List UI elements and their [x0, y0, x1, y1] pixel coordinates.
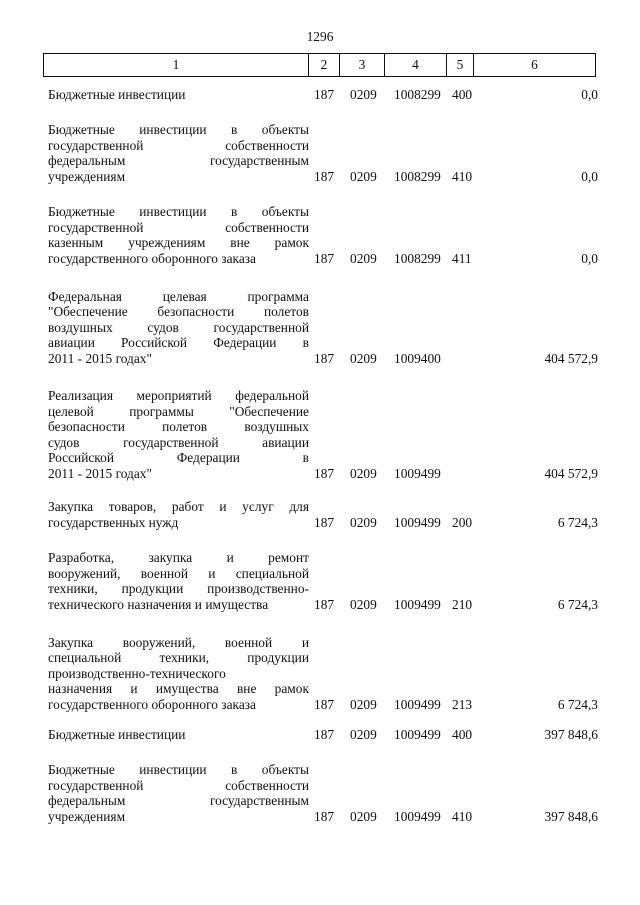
row-col2: 187 [314, 168, 335, 184]
description-line: назначения и имущества вне рамок [48, 681, 309, 697]
description-line: Закупка вооружений, военной и [48, 634, 309, 650]
row-col6: 404 572,9 [544, 350, 598, 366]
description-line: вооружений, военной и специальной [48, 565, 309, 581]
row-col4: 1009499 [394, 696, 441, 712]
description-line: Разработка, закупка и ремонт [48, 550, 309, 566]
row-col2: 187 [314, 466, 335, 481]
row-col6: 0,0 [581, 250, 598, 266]
description-line: Бюджетные инвестиции в объекты [48, 122, 309, 138]
row-description [48, 388, 309, 482]
row-col3: 0209 [350, 696, 377, 712]
row-col4: 1009400 [394, 350, 441, 366]
description-line: Бюджетные инвестиции [48, 727, 186, 742]
description-line: 2011 - 2015 годах" [48, 350, 152, 366]
row-description [48, 204, 309, 266]
description-line: Бюджетные инвестиции в объекты [48, 762, 309, 778]
row-col5: 200 [452, 514, 473, 530]
row-description [48, 550, 309, 612]
description-line: 2011 - 2015 годах" [48, 465, 152, 481]
description-line: учреждениям [48, 168, 126, 184]
description-line: федеральным государственным [48, 153, 309, 169]
row-col3: 0209 [350, 466, 377, 481]
row-col3: 0209 [350, 250, 377, 266]
row-col6: 397 848,6 [544, 808, 598, 824]
column-header-3: 3 [340, 54, 385, 77]
row-col2: 187 [314, 696, 335, 712]
row-col4: 1009499 [394, 596, 441, 612]
row-col3: 0209 [350, 596, 377, 612]
description-line: казенным учреждениям вне рамок [48, 235, 309, 251]
column-header-2: 2 [309, 54, 340, 77]
row-col6: 6 724,3 [557, 696, 598, 712]
description-line: государственного оборонного заказа [48, 696, 257, 712]
description-line: государственной собственности [48, 137, 309, 153]
row-col6: 0,0 [581, 87, 598, 102]
row-description [48, 762, 309, 824]
row-col3: 0209 [350, 727, 377, 742]
row-col5: 210 [452, 596, 473, 612]
row-col2: 187 [314, 514, 335, 530]
row-col5: 400 [452, 87, 473, 102]
column-header-row [44, 54, 596, 77]
row-col4: 1009499 [394, 727, 441, 742]
row-col3: 0209 [350, 808, 377, 824]
row-col3: 0209 [350, 168, 377, 184]
description-line: специальной техники, продукции [48, 650, 309, 666]
row-col5: 410 [452, 808, 473, 824]
column-header-4: 4 [385, 54, 447, 77]
description-line: авиации Российской Федерации в [48, 335, 309, 351]
row-col5: 213 [452, 696, 473, 712]
description-line: государственного оборонного заказа [48, 250, 257, 266]
row-col2: 187 [314, 87, 335, 102]
row-col6: 397 848,6 [544, 727, 598, 742]
row-col4: 1009499 [394, 514, 441, 530]
row-description [48, 87, 309, 103]
row-col6: 6 724,3 [557, 596, 598, 612]
row-col5: 400 [452, 727, 473, 742]
row-col2: 187 [314, 350, 335, 366]
row-col5: 410 [452, 168, 473, 184]
description-line: государственной собственности [48, 219, 309, 235]
description-line: техники, продукции производственно- [48, 581, 309, 597]
row-col3: 0209 [350, 514, 377, 530]
description-line: "Обеспечение безопасности полетов [48, 304, 309, 320]
row-col6: 6 724,3 [557, 514, 598, 530]
page-number: 1296 [306, 29, 334, 44]
column-header-6: 6 [474, 54, 596, 77]
row-description [48, 727, 309, 743]
row-col6: 0,0 [581, 168, 598, 184]
row-description [48, 122, 309, 184]
row-col4: 1009499 [394, 808, 441, 824]
description-line: Реализация мероприятий федеральной [48, 388, 309, 403]
description-line: Федеральная целевая программа [48, 288, 309, 304]
description-line: воздушных судов государственной [48, 319, 309, 335]
row-col3: 0209 [350, 87, 377, 102]
row-col3: 0209 [350, 350, 377, 366]
row-col4: 1008299 [394, 168, 441, 184]
row-col4: 1008299 [394, 87, 441, 102]
description-line: федеральным государственным [48, 793, 309, 809]
description-line: учреждениям [48, 808, 126, 824]
row-description [48, 635, 309, 713]
description-line: целевой программы "Обеспечение [48, 403, 309, 419]
row-col2: 187 [314, 727, 335, 742]
row-col6: 404 572,9 [544, 466, 598, 481]
description-line: безопасности полетов воздушных [48, 419, 309, 435]
row-description [48, 289, 309, 367]
row-col5: 411 [452, 250, 472, 266]
column-header-5: 5 [447, 54, 474, 77]
column-header-table [43, 53, 596, 77]
row-col2: 187 [314, 808, 335, 824]
row-col4: 1008299 [394, 250, 441, 266]
description-line: Бюджетные инвестиции [48, 87, 186, 102]
row-description [48, 499, 309, 530]
description-line: Бюджетные инвестиции в объекты [48, 204, 309, 220]
column-header-1: 1 [44, 54, 309, 77]
description-line: производственно-технического [48, 665, 226, 681]
description-line: технического назначения и имущества [48, 596, 269, 612]
description-line: судов государственной авиации [48, 434, 309, 450]
description-line: государственных нужд [48, 514, 179, 530]
description-line: Российской Федерации в [48, 450, 309, 466]
row-col2: 187 [314, 250, 335, 266]
description-line: Закупка товаров, работ и услуг для [48, 499, 309, 515]
row-col2: 187 [314, 596, 335, 612]
description-line: государственной собственности [48, 777, 309, 793]
row-col4: 1009499 [394, 466, 441, 481]
